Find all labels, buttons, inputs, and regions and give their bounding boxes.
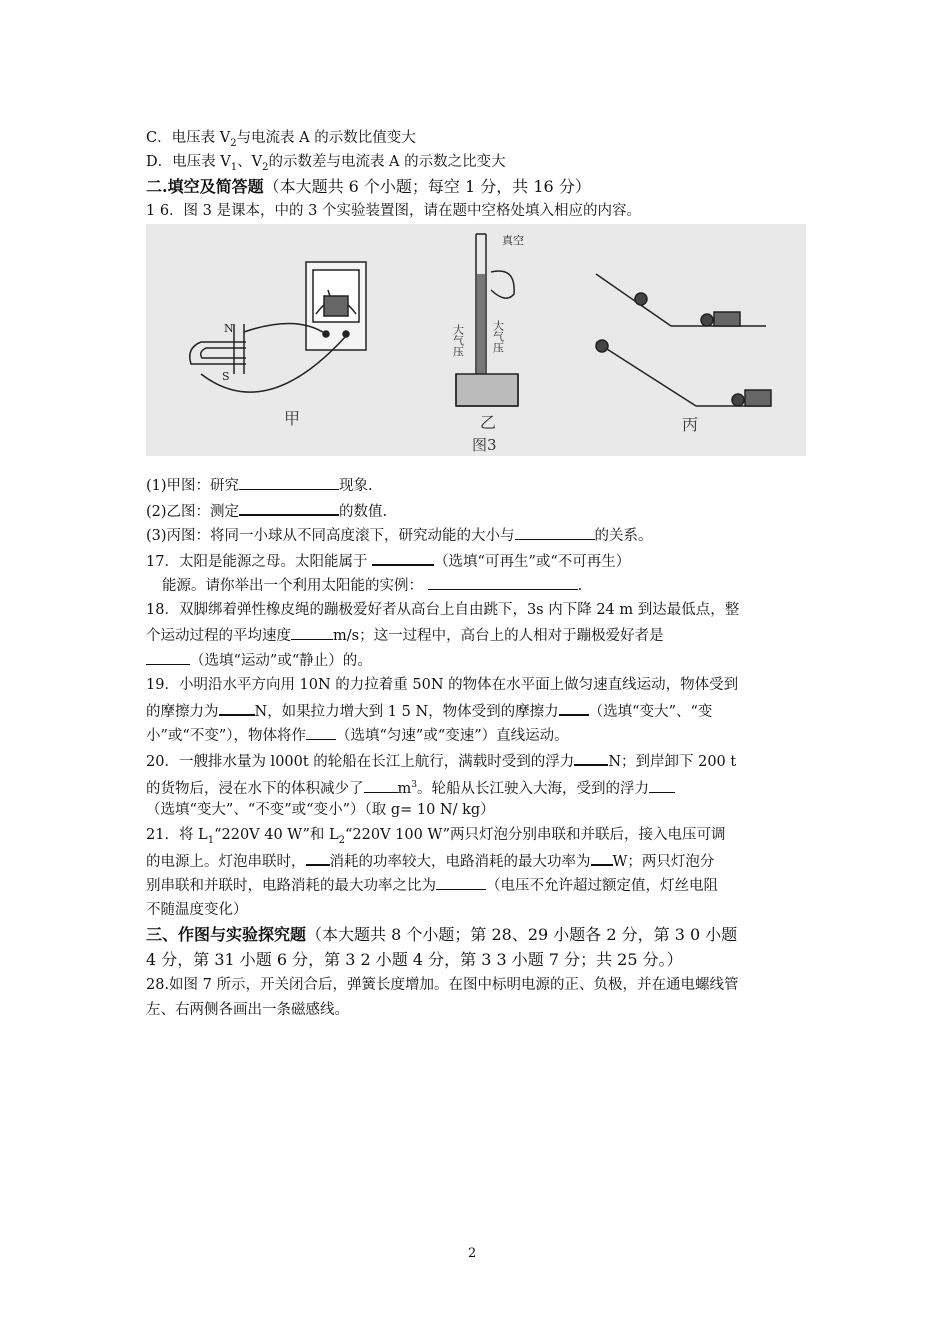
answer-blank[interactable] [574,750,608,766]
answer-blank[interactable] [291,625,333,640]
answer-blank[interactable] [219,700,255,716]
answer-blank[interactable] [239,475,339,490]
pressure-right-label: 大气压 [491,320,505,353]
question-16-stem: 1 6．图 3 是课本，中的 3 个实验装置图，请在题中空格处填入相应的内容。 [146,203,641,219]
question-21-line-4: 不随温度变化） [146,902,248,918]
question-16-part-1: (1)甲图：研究 现象. [146,475,373,496]
answer-blank[interactable] [436,875,486,890]
question-21-line-1: 21．将 $L_1“220V$ 40 W”和 $L_2“220V$ 100 W”两只灯泡分别串联和并联后，接入电压可调 [146,827,726,846]
s-pole-label: S [222,370,230,383]
label-jia: 甲 [284,409,301,428]
section-2-heading: 二.填空及简答题（本大题共 6 个小题；每空 1 分，共 16 分） [146,177,591,196]
option-d: D．电压表 $V_1$、$V_2$的示数差与电流表 A 的示数之比变大 [146,154,506,173]
answer-blank[interactable] [239,500,339,516]
question-21-line-2: 的电源上。灯泡串联时， 消耗的功率较大，电路消耗的最大功率为 W；两只灯泡分 [146,850,714,872]
answer-blank[interactable] [428,575,578,590]
figure-yi-apparatus [456,234,518,406]
answer-blank[interactable] [649,778,675,793]
answer-blank[interactable] [364,778,398,793]
figure-3-drawing [146,224,806,456]
question-17-line-2: 能源。请你举出一个利用太阳能的实例： . [162,575,582,596]
label-bing: 丙 [682,415,699,434]
question-16-part-2: (2)乙图：测定 的数值. [146,500,387,522]
question-19-line-1: 19．小明沿水平方向用 10N 的力拉着重 50N 的物体在水平面上做匀速直线运动，物体受到 [146,677,739,693]
question-20-line-1: 20．一艘排水量为 l000t 的轮船在长江上航行，满载时受到的浮力 N；到岸卸下 200 t [146,750,736,772]
answer-blank[interactable] [515,525,595,540]
answer-blank[interactable] [372,550,434,566]
section-3-heading-line-2: 4 分，第 31 小题 6 分，第 3 2 小题 4 分，第 3 3 小题 7 分；共 25 分。） [146,950,683,969]
section-3-heading: 三、作图与实验探究题（本大题共 8 个小题；第 28、29 小题各 2 分，第 3 0 小题 [146,925,738,944]
answer-blank[interactable] [559,700,589,716]
question-16-part-3: (3)丙图：将同一小球从不同高度滚下，研究动能的大小与 的关系。 [146,525,653,546]
option-c: C．电压表 $V_2$与电流表 A 的示数比值变大 [146,130,416,149]
question-20-line-2: 的货物后，浸在水下的体积减少了 $m^3$。轮船从长江驶入大海，受到的浮力 [146,775,675,799]
figure-bing-apparatus [596,274,771,406]
n-pole-label: N [224,322,234,335]
answer-blank[interactable] [306,850,330,866]
label-yi: 乙 [480,413,497,432]
answer-blank[interactable] [306,725,336,740]
pressure-left-label: 大气压 [451,324,465,357]
question-28-line-1: 28.如图 7 所示，开关闭合后，弹簧长度增加。在图中标明电源的正、负极，并在通电螺线管 [146,977,739,993]
question-28-line-2: 左、右两侧各画出一条磁感线。 [146,1002,349,1018]
vacuum-label: 真空 [502,234,524,247]
answer-blank[interactable] [591,850,613,866]
figure-caption: 图3 [472,436,497,454]
question-18-line-1: 18．双脚绑着弹性橡皮绳的蹦极爱好者从高台上自由跳下，3s 内下降 24 m 到达最低点，整 [146,602,740,618]
question-19-line-2: 的摩擦力为 N，如果拉力增大到 1 5 N，物体受到的摩擦力 （选填“变大”、“变 [146,700,712,722]
question-18-line-2: 个运动过程的平均速度 m/s；这一过程中，高台上的人相对于蹦极爱好者是 [146,625,664,646]
question-20-line-3: （选填“变大”、“不变”或“变小”）（取 g= 10 N/ kg） [146,802,495,818]
question-21-line-3: 别串联和并联时，电路消耗的最大功率之比为 （电压不允许超过额定值，灯丝电阻 [146,875,718,896]
answer-blank[interactable] [146,650,190,665]
question-18-line-3: （选填“运动”或“静止）的。 [146,650,372,671]
page-number: 2 [468,1246,477,1261]
figure-jia-apparatus [190,262,366,392]
question-17-line-1: 17．太阳是能源之母。太阳能属于 （选填“可再生”或“不可再生） [146,550,630,572]
question-19-line-3: 小”或“不变”），物体将作 （选填“匀速”或“变速”）直线运动。 [146,725,569,746]
figure-3 [146,224,806,456]
